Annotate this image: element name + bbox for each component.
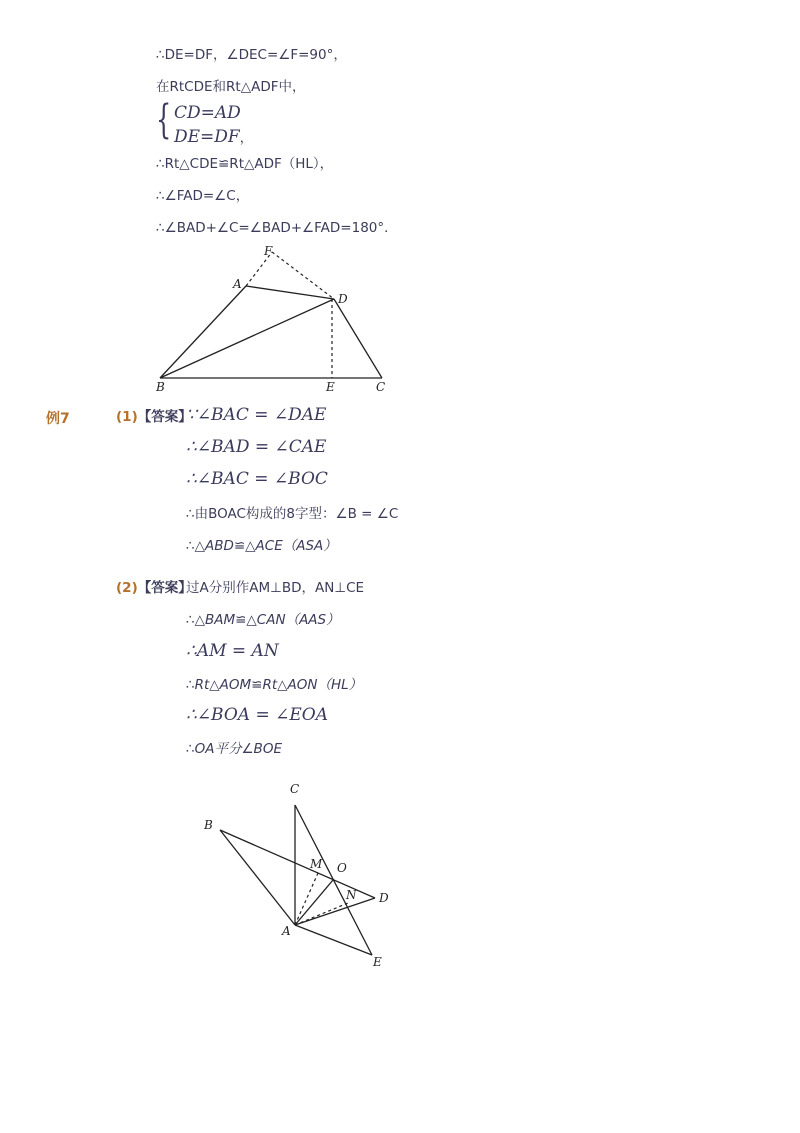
proof-line-4: ∴∠FAD=∠C，	[156, 188, 250, 204]
proof-line-2: 在RtCDE和Rt△ADF中，	[156, 79, 306, 95]
q2-number: (2)	[116, 580, 138, 596]
q1-line-2: ∴∠BAD = ∠CAE	[186, 437, 327, 457]
q2-line-4: ∴Rt△AOM≌Rt△AON（HL）	[186, 677, 363, 693]
label-N: N	[346, 888, 357, 902]
system-line-2-eq: DE=DF	[174, 127, 240, 147]
dashed-FD	[272, 252, 334, 299]
label-D: D	[379, 891, 389, 905]
q1-line-3: ∴∠BAC = ∠BOC	[186, 469, 328, 489]
q2-line-6: ∴OA平分∠BOE	[186, 741, 282, 757]
label-E: E	[373, 955, 382, 969]
q1-line-5: ∴△ABD≌△ACE（ASA）	[186, 538, 337, 554]
segment-DC	[334, 299, 382, 378]
label-A: A	[282, 924, 291, 938]
q2-line-2: ∴△BAM≌△CAN（AAS）	[186, 612, 340, 628]
segment-AE	[295, 925, 372, 955]
q2-line-3: ∴AM = AN	[186, 641, 279, 661]
segment-AD	[246, 286, 334, 299]
q1-line-1: ∵∠BAC = ∠DAE	[186, 405, 327, 425]
label-C: C	[376, 380, 386, 394]
figure-2-triangles	[195, 775, 405, 975]
label-B: B	[204, 818, 213, 832]
proof-line-5: ∴∠BAD+∠C=∠BAD+∠FAD=180°．	[156, 220, 398, 236]
proof-line-1: ∴DE=DF，∠DEC=∠F=90°，	[156, 47, 347, 63]
label-B: B	[156, 380, 165, 394]
segment-BA	[220, 830, 295, 925]
q1-answer-label: 【答案】	[137, 409, 192, 425]
figure-1-quadrilateral	[150, 240, 400, 395]
system-line-2	[174, 127, 253, 147]
system-brace: {	[156, 97, 172, 143]
q1-line-4: ∴由BOAC构成的8字型：∠B = ∠C	[186, 506, 399, 522]
label-M: M	[310, 857, 323, 871]
q1-header	[116, 408, 192, 426]
label-O: O	[337, 861, 347, 875]
q2-line-1: 过A分别作AM⊥BD，AN⊥CE	[186, 580, 365, 596]
label-F: F	[264, 244, 273, 258]
q1-number: (1)	[116, 409, 138, 425]
label-E: E	[326, 380, 335, 394]
system-line-1: CD=AD	[174, 103, 241, 123]
example-tag: 例7	[46, 411, 70, 427]
q2-header	[116, 579, 192, 597]
segment-BD	[160, 299, 334, 378]
segment-BA	[160, 286, 246, 378]
proof-line-3: ∴Rt△CDE≌Rt△ADF（HL），	[156, 156, 334, 172]
segment-CE	[295, 805, 372, 955]
q2-line-5: ∴∠BOA = ∠EOA	[186, 705, 329, 725]
label-A: A	[233, 277, 242, 291]
system-tail: ，	[239, 131, 253, 146]
q2-answer-label: 【答案】	[137, 580, 192, 596]
dashed-AM	[295, 873, 318, 925]
label-D: D	[338, 292, 348, 306]
label-C: C	[290, 782, 300, 796]
